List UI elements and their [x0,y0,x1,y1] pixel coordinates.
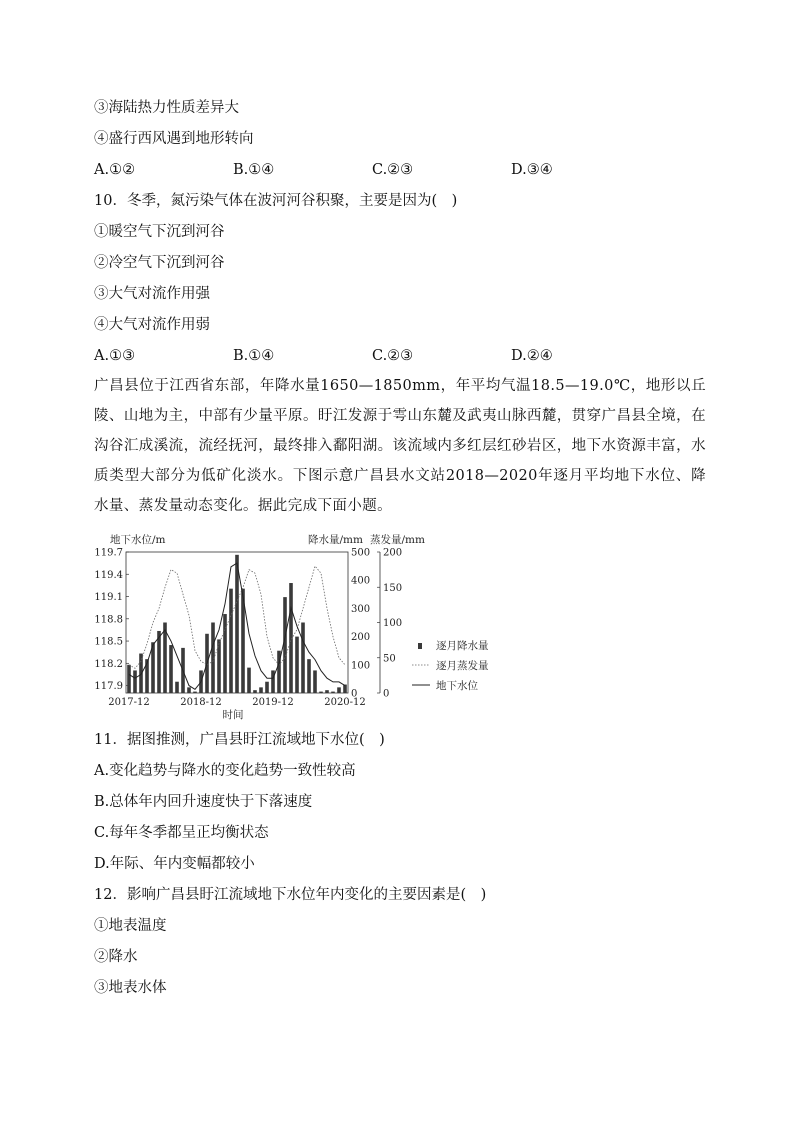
left-tick-label: 119.7 [94,547,123,559]
q10-option-4: ④大气对流作用弱 [94,317,210,333]
precipitation-bar [133,670,137,693]
precipitation-bar [157,631,161,693]
precipitation-bar [343,685,347,693]
legend-precip-swatch [418,643,422,649]
q12-option-2: ②降水 [94,949,138,965]
precipitation-bar [319,692,323,693]
q12-option-3: ③地表水体 [94,980,167,996]
q9-choices [94,161,714,179]
precipitation-bar [193,692,197,693]
q9-choice-a: A.①② [94,162,136,178]
q11-option-d: D.年际、年内变幅都较小 [94,856,255,872]
q12-option-1: ①地表温度 [94,918,167,934]
left-tick-label: 118.8 [94,614,123,626]
precipitation-bars [127,555,347,693]
left-tick-label: 119.4 [94,569,123,581]
precipitation-tick-label: 0 [351,688,358,700]
precipitation-bar [235,555,239,693]
groundwater-chart [94,530,510,721]
precipitation-tick-label: 500 [351,547,371,559]
legend-groundwater: 地下水位 [436,680,478,692]
x-tick-label: 2018-12 [180,697,222,708]
q9-option-4: ④盛行西风遇到地形转向 [94,131,254,147]
precipitation-bar [325,690,329,693]
x-tick-label: 2017-12 [108,697,150,708]
precipitation-bar [295,637,299,693]
q10-option-3: ③大气对流作用强 [94,286,210,302]
q9-option-3: ③海陆热力性质差异大 [94,100,239,116]
left-tick-label: 117.9 [94,681,123,693]
precipitation-bar [139,654,143,693]
precipitation-tick-label: 300 [351,603,371,615]
precipitation-bar [301,623,305,694]
q11-option-a: A.变化趋势与降水的变化趋势一致性较高 [94,763,356,779]
left-tick-label: 118.5 [94,636,123,648]
precipitation-bar [331,692,335,693]
q11-option-b: B.总体年内回升速度快于下落速度 [94,794,313,810]
q10-choices [94,347,714,365]
evaporation-tick-label: 50 [383,653,396,665]
evaporation-tick-label: 150 [383,582,403,594]
precipitation-bar [313,670,317,693]
reading-passage: 广昌县位于江西省东部，年降水量1650—1850mm，年平均气温18.5—19.0℃，地形以丘陵、山地为主，中部有少量平原。盱江发源于雩山东麓及武夷山脉西麓，贯穿广昌县全境，在沟谷汇成溪流，流经抚河，最终排入鄱阳湖。该流域内多红层红砂岩区，地下水资源丰富，水质类型大部分为低矿化淡水。下图示意广昌县水文站2018—2020年逐月平均地下水位、降水量、蒸发量动态变化。据此完成下面小题。 [94,378,706,514]
precipitation-bar [169,645,173,693]
q10-option-1: ①暖空气下沉到河谷 [94,224,225,240]
q10-choice-d: D.②④ [511,348,553,364]
legend-precipitation: 逐月降水量 [436,640,489,652]
precipitation-bar [253,690,257,693]
q9-choice-d: D.③④ [511,162,553,178]
precipitation-bar [259,687,263,693]
precipitation-bar [265,682,269,693]
precipitation-bar [175,682,179,693]
precipitation-bar [337,687,341,693]
q9-choice-c: C.②③ [372,162,414,178]
precipitation-bar [187,687,191,693]
legend-evaporation: 逐月蒸发量 [436,660,489,672]
x-axis-title: 时间 [222,709,244,721]
precipitation-tick-label: 200 [351,632,371,644]
x-tick-label: 2019-12 [252,697,294,708]
precipitation-tick-label: 100 [351,660,371,672]
evaporation-axis-title: 蒸发量/mm [370,534,425,546]
evaporation-tick-label: 200 [383,547,403,559]
groundwater-axis-title: 地下水位/m [110,534,166,546]
evaporation-tick-label: 0 [383,688,390,700]
q10-stem: 10．冬季，氮污染气体在波河河谷积聚，主要是因为( ) [94,193,458,209]
left-tick-label: 119.1 [94,592,123,604]
left-tick-label: 118.2 [94,658,123,670]
precipitation-bar [223,614,227,693]
q10-option-2: ②冷空气下沉到河谷 [94,255,225,271]
precipitation-bar [307,659,311,693]
q9-choice-b: B.①④ [233,162,275,178]
precipitation-tick-label: 400 [351,575,371,587]
precipitation-bar [229,589,233,693]
q10-choice-b: B.①④ [233,348,275,364]
q12-stem: 12．影响广昌县盱江流域地下水位年内变化的主要因素是( ) [94,887,487,903]
q11-stem: 11．据图推测，广昌县盱江流域地下水位( ) [94,732,385,748]
q10-choice-a: A.①③ [94,348,136,364]
chart-legend [412,639,489,692]
precipitation-bar [127,665,131,693]
evaporation-tick-label: 100 [383,618,403,629]
precipitation-axis-title: 降水量/mm [308,534,363,546]
precipitation-bar [247,668,251,693]
precipitation-bar [283,597,287,693]
x-tick-label: 2020-12 [324,697,366,708]
q10-choice-c: C.②③ [372,348,414,364]
q11-option-c: C.每年冬季都呈正均衡状态 [94,825,269,841]
